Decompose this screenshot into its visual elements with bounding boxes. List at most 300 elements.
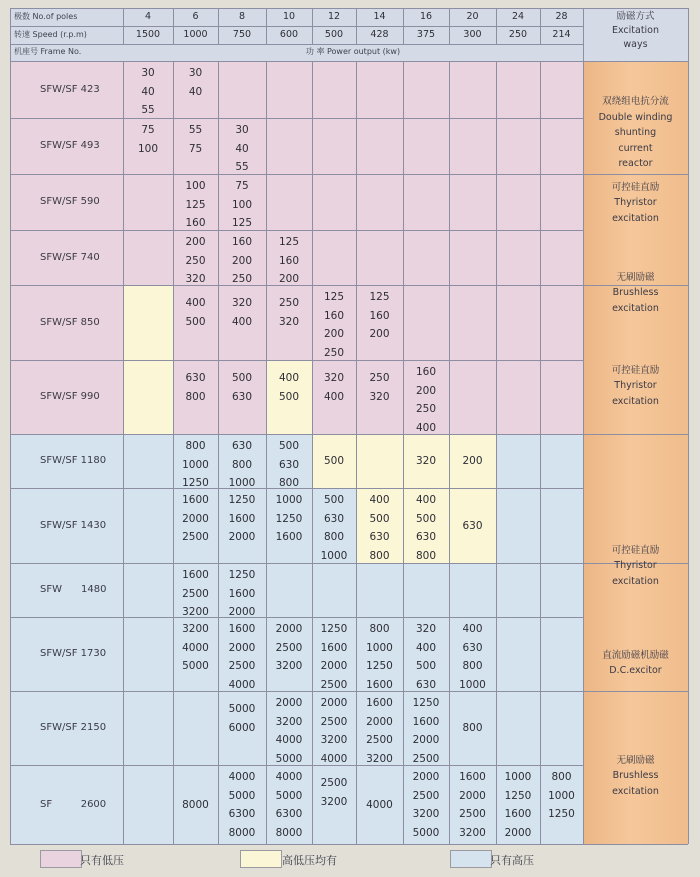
- poles-value: 24: [511, 11, 525, 22]
- power-value: 250: [323, 346, 345, 359]
- power-output-label: 功 率 Power output (kw): [305, 47, 401, 56]
- power-value: 1250: [412, 697, 440, 709]
- excitation-method: excitation: [612, 785, 659, 797]
- power-cell-bg: [449, 118, 496, 174]
- legend-swatch: [240, 850, 282, 868]
- power-value: 2500: [182, 531, 209, 544]
- power-value: 400: [462, 623, 483, 635]
- excitation-method: 可控硅直励: [611, 181, 660, 193]
- power-value: 800: [231, 458, 253, 471]
- power-value: 6300: [228, 808, 256, 821]
- power-value: 500: [323, 455, 345, 467]
- power-value: 320: [185, 273, 206, 286]
- power-value: 1600: [320, 641, 348, 654]
- power-value: 320: [415, 623, 437, 635]
- power-cell-bg: [449, 230, 496, 285]
- power-value: 2000: [320, 660, 348, 673]
- power-value: 5000: [275, 789, 303, 802]
- power-value: 250: [185, 254, 206, 267]
- power-value: 30: [188, 67, 203, 79]
- power-value: 1600: [366, 678, 393, 691]
- power-value: 40: [188, 85, 203, 98]
- power-value: 2500: [412, 752, 440, 765]
- power-value: 1250: [228, 569, 256, 581]
- power-cell-bg: [266, 118, 312, 174]
- excitation-method: 无刷励磁: [616, 754, 655, 766]
- power-value: 75: [188, 142, 203, 155]
- power-value: 320: [231, 297, 253, 309]
- power-value: 1000: [548, 789, 575, 802]
- power-cell-bg: [218, 61, 266, 118]
- power-value: 3200: [275, 660, 303, 673]
- power-value: 1600: [228, 587, 256, 600]
- excitation-header: 励磁方式: [616, 11, 655, 22]
- power-value: 4000: [182, 641, 209, 654]
- power-value: 200: [185, 236, 206, 248]
- excitation-method: 可控硅直励: [611, 364, 660, 376]
- power-cell-bg: [266, 61, 312, 118]
- power-value: 1600: [182, 494, 209, 506]
- power-value: 4000: [228, 771, 256, 783]
- power-cell-bg: [356, 61, 403, 118]
- power-cell-bg: [123, 174, 173, 230]
- row-line: [10, 8, 583, 9]
- power-cell-bg: [312, 61, 356, 118]
- power-cell-bg: [496, 488, 540, 563]
- power-cell-bg: [312, 230, 356, 285]
- power-value: 800: [278, 477, 300, 490]
- speed-value: 1000: [183, 29, 208, 40]
- excitation-method: excitation: [612, 575, 659, 587]
- frame-name: SFW/SF 493: [40, 140, 100, 151]
- legend-label: 只有低压: [80, 854, 124, 867]
- excitation-method: Double winding: [598, 111, 673, 123]
- excitation-method: excitation: [612, 302, 659, 314]
- power-value: 3200: [412, 808, 440, 821]
- speed-label: 转速 Speed (r.p.m): [14, 30, 87, 39]
- power-value: 630: [231, 390, 253, 403]
- power-value: 8000: [182, 798, 209, 811]
- power-cell-bg: [123, 360, 173, 434]
- excitation-method: reactor: [618, 158, 653, 170]
- power-value: 320: [323, 372, 345, 384]
- power-value: 30: [141, 67, 155, 79]
- excitation-method: Thyristor: [614, 197, 657, 209]
- power-cell-bg: [356, 434, 403, 488]
- power-cell-bg: [403, 230, 449, 285]
- power-cell-bg: [540, 434, 583, 488]
- legend-swatch: [450, 850, 492, 868]
- power-cell-bg: [266, 563, 312, 617]
- power-value: 55: [141, 104, 155, 117]
- power-cell-bg: [403, 118, 449, 174]
- excitation-method: current: [618, 142, 653, 154]
- power-value: 250: [415, 403, 437, 416]
- speed-value: 600: [279, 29, 299, 40]
- power-cell-bg: [540, 230, 583, 285]
- power-cell-bg: [123, 617, 173, 691]
- power-value: 2000: [228, 641, 256, 654]
- power-cell-bg: [403, 285, 449, 360]
- power-value: 200: [278, 273, 300, 286]
- excitation-group-line: [583, 691, 688, 692]
- speed-value: 750: [232, 29, 252, 40]
- power-value: 200: [369, 328, 390, 341]
- row-line: [10, 844, 583, 845]
- power-value: 320: [278, 315, 300, 328]
- power-cell-bg: [312, 174, 356, 230]
- power-value: 1600: [366, 697, 393, 709]
- power-value: 630: [185, 372, 206, 384]
- power-cell-bg: [449, 61, 496, 118]
- power-value: 2500: [320, 678, 348, 691]
- power-cell-bg: [496, 617, 540, 691]
- power-value: 160: [185, 217, 206, 230]
- power-value: 160: [278, 254, 300, 267]
- power-value: 1600: [504, 808, 532, 821]
- row-line: [10, 360, 583, 361]
- frame-name: SFW 1480: [40, 584, 107, 595]
- power-value: 75: [141, 124, 155, 136]
- power-value: 400: [323, 390, 345, 403]
- excitation-group-line: [583, 8, 688, 9]
- row-line: [10, 26, 583, 27]
- power-value: 125: [231, 217, 253, 230]
- power-cell-bg: [540, 360, 583, 434]
- power-value: 1250: [275, 512, 303, 525]
- power-value: 3200: [182, 623, 209, 635]
- frame-name: SFW/SF 1730: [40, 648, 107, 659]
- power-value: 6000: [228, 721, 256, 734]
- frame-name: SFW/SF 990: [40, 391, 100, 402]
- excitation-header: ways: [623, 39, 648, 50]
- power-value: 1000: [182, 458, 209, 471]
- power-value: 500: [369, 512, 390, 525]
- power-value: 500: [231, 372, 253, 384]
- power-value: 1250: [320, 623, 348, 635]
- power-value: 160: [415, 366, 437, 378]
- speed-value: 428: [370, 29, 389, 40]
- power-value: 4000: [366, 798, 393, 811]
- power-cell-bg: [312, 118, 356, 174]
- power-value: 2500: [228, 660, 256, 673]
- power-value: 2000: [459, 789, 486, 802]
- col-line: [173, 61, 174, 844]
- row-line: [10, 563, 583, 564]
- power-value: 2000: [275, 697, 303, 709]
- power-value: 1600: [275, 531, 303, 544]
- power-value: 40: [141, 85, 155, 98]
- power-value: 250: [369, 372, 390, 384]
- power-value: 1000: [504, 771, 532, 783]
- power-value: 3200: [459, 826, 486, 839]
- power-value: 5000: [228, 703, 256, 715]
- power-cell-bg: [496, 285, 540, 360]
- col-line: [496, 61, 497, 844]
- legend-label: 只有高压: [490, 854, 534, 867]
- power-cell-bg: [540, 617, 583, 691]
- excitation-method: Brushless: [612, 770, 659, 782]
- power-value: 630: [415, 531, 437, 544]
- excitation-method: 双绕组电抗分流: [602, 96, 669, 108]
- power-value: 200: [323, 328, 345, 341]
- power-value: 3200: [275, 715, 303, 728]
- power-value: 800: [369, 623, 390, 635]
- power-cell-bg: [449, 563, 496, 617]
- power-value: 5000: [412, 826, 440, 839]
- power-value: 200: [231, 254, 253, 267]
- power-value: 2000: [275, 623, 303, 635]
- excitation-method: D.C.excitor: [609, 665, 662, 676]
- power-value: 2000: [366, 715, 393, 728]
- power-value: 630: [278, 458, 300, 471]
- speed-value: 375: [416, 29, 436, 40]
- speed-value: 214: [552, 29, 571, 40]
- power-value: 500: [415, 660, 437, 673]
- power-cell-bg: [540, 61, 583, 118]
- frame-name: SFW/SF 590: [40, 196, 100, 207]
- power-value: 800: [462, 660, 483, 673]
- power-cell-bg: [123, 563, 173, 617]
- row-line: [10, 118, 583, 119]
- frame-label: 机座号 Frame No.: [14, 47, 82, 56]
- power-cell-bg: [356, 230, 403, 285]
- excitation-group-line: [583, 844, 688, 845]
- power-value: 630: [462, 641, 483, 654]
- power-cell-bg: [123, 488, 173, 563]
- power-value: 800: [185, 440, 206, 452]
- power-cell-bg: [123, 285, 173, 360]
- power-cell-bg: [123, 691, 173, 765]
- excitation-group-line: [583, 174, 688, 175]
- power-cell-bg: [540, 691, 583, 765]
- row-line: [10, 691, 583, 692]
- excitation-method: Thyristor: [614, 560, 657, 572]
- power-value: 200: [462, 455, 483, 467]
- frame-name: SF 2600: [40, 798, 107, 810]
- power-value: 3200: [320, 795, 348, 808]
- power-value: 5000: [228, 789, 256, 802]
- power-value: 8000: [228, 826, 256, 839]
- power-value: 250: [231, 273, 253, 286]
- power-value: 630: [462, 519, 483, 532]
- excitation-method: shunting: [614, 127, 657, 139]
- power-value: 1600: [228, 623, 256, 635]
- power-value: 630: [231, 440, 253, 452]
- power-value: 320: [415, 455, 437, 467]
- power-value: 2000: [412, 734, 440, 747]
- power-cell-bg: [123, 230, 173, 285]
- power-value: 6300: [275, 808, 303, 821]
- power-value: 4000: [275, 771, 303, 783]
- power-value: 800: [551, 771, 572, 783]
- power-value: 5000: [182, 660, 209, 673]
- power-cell-bg: [496, 360, 540, 434]
- power-cell-bg: [540, 118, 583, 174]
- excitation-group-line: [583, 434, 688, 435]
- row-line: [10, 434, 583, 435]
- power-value: 800: [462, 722, 483, 734]
- power-value: 1250: [182, 477, 209, 490]
- power-cell-bg: [496, 174, 540, 230]
- power-value: 630: [323, 512, 345, 525]
- power-value: 800: [323, 531, 345, 544]
- poles-value: 12: [327, 11, 341, 22]
- power-value: 630: [415, 678, 437, 691]
- col-line: [540, 61, 541, 844]
- power-cell-bg: [312, 563, 356, 617]
- power-value: 500: [323, 494, 345, 506]
- power-value: 500: [415, 512, 437, 525]
- power-cell-bg: [403, 61, 449, 118]
- col-line: [688, 8, 689, 844]
- excitation-group-line: [583, 61, 688, 62]
- power-value: 3200: [182, 606, 209, 619]
- power-cell-bg: [496, 230, 540, 285]
- power-value: 160: [369, 309, 390, 322]
- power-value: 400: [185, 297, 206, 309]
- power-value: 400: [415, 421, 437, 434]
- power-value: 2000: [504, 826, 532, 839]
- speed-value: 1500: [135, 29, 161, 40]
- power-cell-bg: [540, 174, 583, 230]
- poles-value: 4: [144, 11, 152, 22]
- power-value: 5000: [275, 752, 303, 765]
- power-value: 500: [278, 440, 300, 452]
- excitation-method: Brushless: [612, 287, 659, 299]
- spec-table: [10, 8, 688, 844]
- power-value: 320: [369, 390, 390, 403]
- power-value: 2000: [182, 512, 209, 525]
- power-value: 125: [185, 198, 206, 211]
- power-value: 160: [231, 236, 253, 248]
- power-value: 1000: [228, 477, 256, 490]
- power-value: 200: [415, 384, 437, 397]
- power-cell-bg: [496, 691, 540, 765]
- power-cell-bg: [173, 691, 218, 765]
- power-value: 400: [231, 315, 253, 328]
- excitation-method: Thyristor: [614, 380, 657, 392]
- power-cell-bg: [123, 434, 173, 488]
- legend-swatch: [40, 850, 82, 868]
- power-value: 1600: [412, 715, 440, 728]
- frame-name: SFW/SF 423: [40, 83, 100, 95]
- power-cell-bg: [123, 765, 173, 844]
- power-value: 2500: [366, 734, 393, 747]
- power-value: 8000: [275, 826, 303, 839]
- power-value: 2500: [275, 641, 303, 654]
- power-cell-bg: [496, 563, 540, 617]
- power-value: 2000: [412, 771, 440, 783]
- row-line: [10, 44, 583, 45]
- power-value: 100: [137, 142, 159, 155]
- row-line: [10, 61, 583, 62]
- power-value: 1250: [504, 789, 532, 802]
- excitation-method: 直流励磁机励磁: [602, 649, 669, 661]
- frame-name: SFW/SF 1180: [40, 455, 107, 466]
- power-cell-bg: [356, 563, 403, 617]
- row-line: [10, 230, 583, 231]
- power-value: 3200: [320, 734, 348, 747]
- poles-label: 极数 No.of poles: [14, 12, 78, 21]
- power-cell-bg: [449, 174, 496, 230]
- power-value: 75: [235, 180, 249, 192]
- power-cell-bg: [449, 360, 496, 434]
- legend-label: 高低压均有: [282, 854, 337, 867]
- power-value: 125: [278, 236, 300, 248]
- power-cell-bg: [356, 174, 403, 230]
- power-value: 1600: [228, 512, 256, 525]
- power-value: 800: [369, 549, 390, 562]
- frame-name: SFW/SF 2150: [40, 722, 107, 733]
- power-cell-bg: [266, 174, 312, 230]
- power-value: 400: [278, 372, 300, 384]
- power-value: 40: [235, 142, 249, 155]
- power-value: 500: [278, 390, 300, 403]
- power-value: 2000: [228, 531, 256, 544]
- col-line: [123, 61, 124, 844]
- power-value: 800: [415, 549, 437, 562]
- power-value: 55: [235, 161, 249, 174]
- power-cell-bg: [496, 434, 540, 488]
- row-line: [10, 174, 583, 175]
- power-value: 1000: [275, 494, 303, 506]
- poles-value: 28: [555, 11, 568, 22]
- power-value: 400: [369, 494, 390, 506]
- excitation-method: 无刷励磁: [616, 271, 655, 283]
- power-value: 1000: [366, 641, 393, 654]
- excitation-method: excitation: [612, 395, 659, 407]
- power-value: 160: [323, 309, 345, 322]
- frame-name: SFW/SF 740: [40, 251, 100, 263]
- speed-value: 300: [463, 29, 482, 40]
- power-value: 1250: [548, 808, 575, 821]
- power-value: 2500: [320, 777, 348, 789]
- power-value: 800: [185, 390, 206, 403]
- power-value: 400: [415, 641, 437, 654]
- power-value: 1000: [459, 678, 486, 691]
- power-cell-bg: [540, 488, 583, 563]
- power-cell-bg: [540, 563, 583, 617]
- power-value: 2000: [320, 697, 348, 709]
- power-value: 250: [278, 297, 300, 309]
- speed-value: 250: [508, 29, 528, 40]
- power-value: 1250: [228, 494, 256, 506]
- power-cell-bg: [540, 285, 583, 360]
- power-value: 3200: [366, 752, 393, 765]
- power-value: 1000: [320, 549, 348, 562]
- poles-value: 16: [419, 11, 433, 22]
- power-value: 1600: [182, 569, 209, 581]
- power-value: 2500: [320, 715, 348, 728]
- row-line: [10, 617, 583, 618]
- row-line: [10, 765, 583, 766]
- power-value: 2500: [412, 789, 440, 802]
- power-value: 100: [231, 198, 253, 211]
- power-value: 100: [185, 180, 206, 192]
- power-value: 55: [188, 124, 203, 136]
- speed-value: 500: [324, 29, 344, 40]
- power-cell-bg: [449, 285, 496, 360]
- power-cell-bg: [356, 118, 403, 174]
- excitation-method: excitation: [612, 212, 659, 224]
- poles-value: 10: [282, 11, 296, 22]
- power-cell-bg: [403, 563, 449, 617]
- col-line: [10, 8, 11, 844]
- power-value: 400: [415, 494, 437, 506]
- poles-value: 14: [373, 11, 386, 22]
- power-value: 2000: [228, 606, 256, 619]
